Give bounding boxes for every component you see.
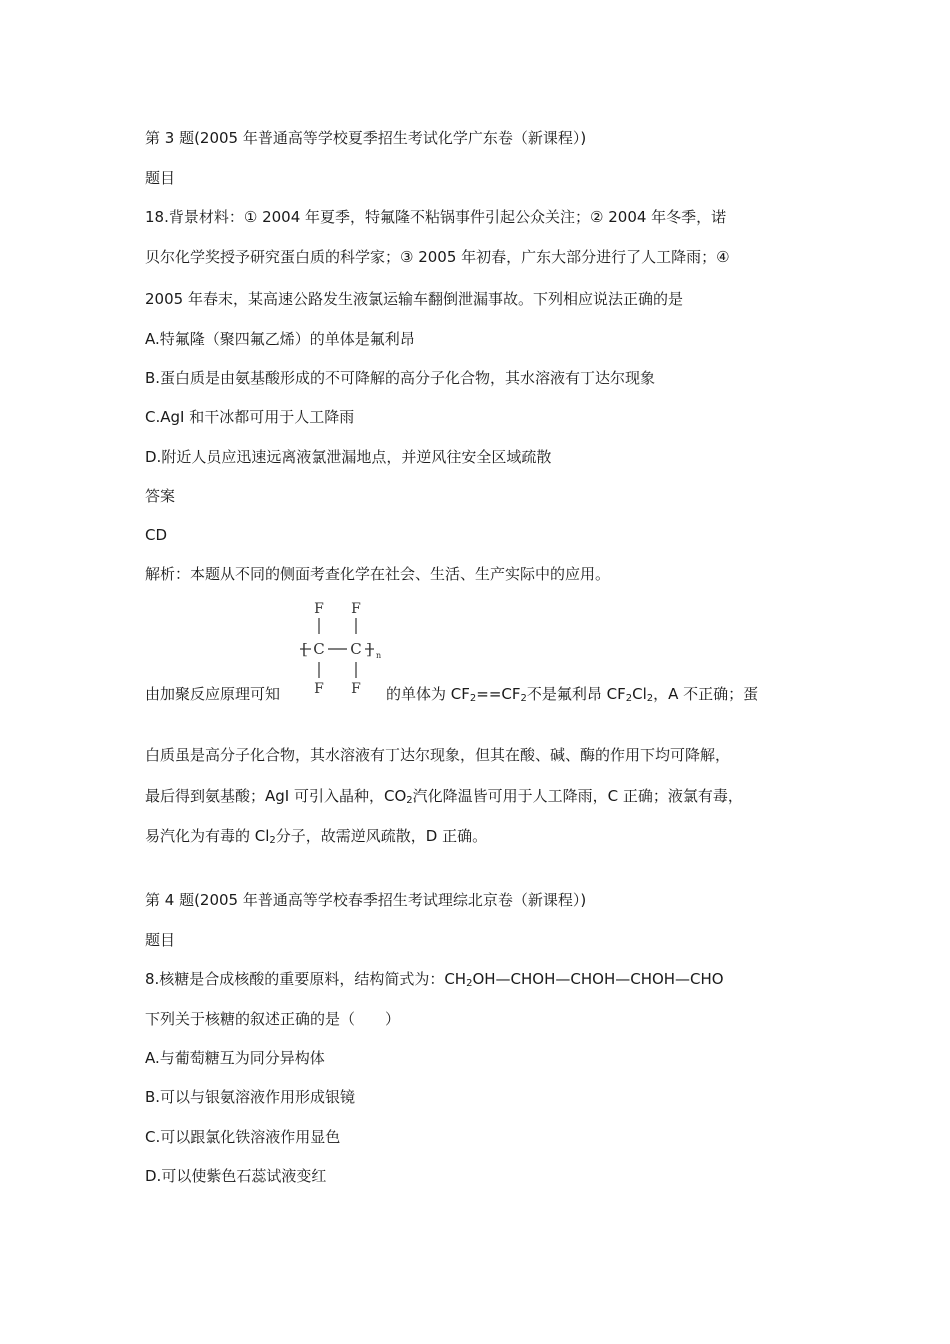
q3-header: 第 3 题(2005 年普通高等学校夏季招生考试化学广东卷（新课程）) [145, 129, 587, 147]
q4-option-b: B.可以与银氨溶液作用形成银镜 [145, 1088, 356, 1106]
q3-analysis-line1: 解析：本题从不同的侧面考查化学在社会、生活、生产实际中的应用。 [145, 565, 611, 583]
q4-stem-line2: 下列关于核糖的叙述正确的是（ ） [145, 1010, 401, 1028]
subscript-2: 2 [646, 693, 654, 704]
q3-option-d: D.附近人员应迅速远离液氯泄漏地点，并逆风往安全区域疏散 [145, 448, 552, 466]
q4-option-c: C.可以跟氯化铁溶液作用显色 [145, 1128, 341, 1146]
q4-option-a: A.与葡萄糖互为同分异构体 [145, 1049, 325, 1067]
q3-analysis-line5-post: 分子，故需逆风疏散，D 正确。 [275, 827, 488, 845]
formula-c-right: C [350, 640, 362, 658]
subscript-2: 2 [469, 693, 477, 704]
q4-question-label: 题目 [145, 931, 176, 949]
subscript-2: 2 [520, 693, 527, 704]
subscript-2: 2 [406, 795, 413, 806]
formula-bracket-right: ] [366, 640, 372, 658]
q3-option-b: B.蛋白质是由氨基酸形成的不可降解的高分子化合物，其水溶液有丁达尔现象 [145, 369, 656, 387]
formula-bracket-left: [ [302, 640, 308, 658]
q3-analysis-line2-mid3: 不是氟利昂 CF [526, 685, 626, 703]
q3-option-c: C.AgI 和干冰都可用于人工降雨 [145, 408, 355, 426]
q3-analysis-line5 [145, 826, 487, 846]
q3-option-a: A.特氟隆（聚四氟乙烯）的单体是氟利昂 [145, 330, 415, 348]
q3-stem-line1: 18.背景材料：① 2004 年夏季，特氟隆不粘锅事件引起公众关注；② 2004 年冬季，诺 [145, 208, 727, 226]
q3-stem-line2: 贝尔化学奖授予研究蛋白质的科学家；③ 2005 年初春，广东大部分进行了人工降雨；④ [145, 248, 730, 266]
formula-subscript-n: n [376, 651, 382, 660]
q3-answer-label: 答案 [145, 487, 176, 505]
formula-f-top-right: F [351, 601, 361, 617]
subscript-2: 2 [466, 978, 473, 989]
formula-f-top-left: F [314, 601, 324, 617]
ptfe-structure-formula [296, 596, 386, 700]
q4-header: 第 4 题(2005 年普通高等学校春季招生考试理综北京卷（新课程）) [145, 891, 587, 909]
q3-analysis-line4 [145, 786, 743, 806]
q3-question-label: 题目 [145, 169, 176, 187]
q3-answer: CD [145, 526, 168, 544]
q4-stem-line1 [145, 969, 724, 989]
q4-stem-post: OH—CHOH—CHOH—CHOH—CHO [472, 970, 724, 988]
formula-f-bottom-right: F [351, 681, 361, 697]
subscript-2: 2 [269, 835, 276, 846]
q3-analysis-line5-pre: 易汽化为有毒的 Cl [145, 827, 270, 845]
q3-analysis-line3: 白质虽是高分子化合物，其水溶液有丁达尔现象，但其在酸、碱、酶的作用下均可降解， [145, 746, 731, 764]
q3-analysis-line2-pre: 由加聚反应原理可知 [145, 685, 281, 703]
q3-analysis-line2-mid4: Cl [632, 685, 647, 703]
formula-c-left: C [313, 640, 325, 658]
formula-f-bottom-left: F [314, 681, 324, 697]
subscript-2: 2 [625, 693, 633, 704]
q3-analysis-line2 [386, 684, 758, 704]
q3-analysis-line2-mid1: 的单体为 CF [386, 685, 470, 703]
q3-analysis-line2-mid2: ==CF [476, 685, 521, 703]
q4-option-d: D.可以使紫色石蕊试液变红 [145, 1167, 327, 1185]
q4-stem-pre: 8.核糖是合成核酸的重要原料，结构简式为：CH [145, 970, 467, 988]
q3-analysis-line4-post: 汽化降温皆可用于人工降雨，C 正确；液氯有毒， [412, 787, 743, 805]
q3-analysis-line4-pre: 最后得到氨基酸；AgI 可引入晶种，CO [145, 787, 407, 805]
q3-stem-line3: 2005 年春末，某高速公路发生液氯运输车翻倒泄漏事故。下列相应说法正确的是 [145, 290, 683, 308]
q3-analysis-line2-post: ，A 不正确；蛋 [653, 685, 759, 703]
